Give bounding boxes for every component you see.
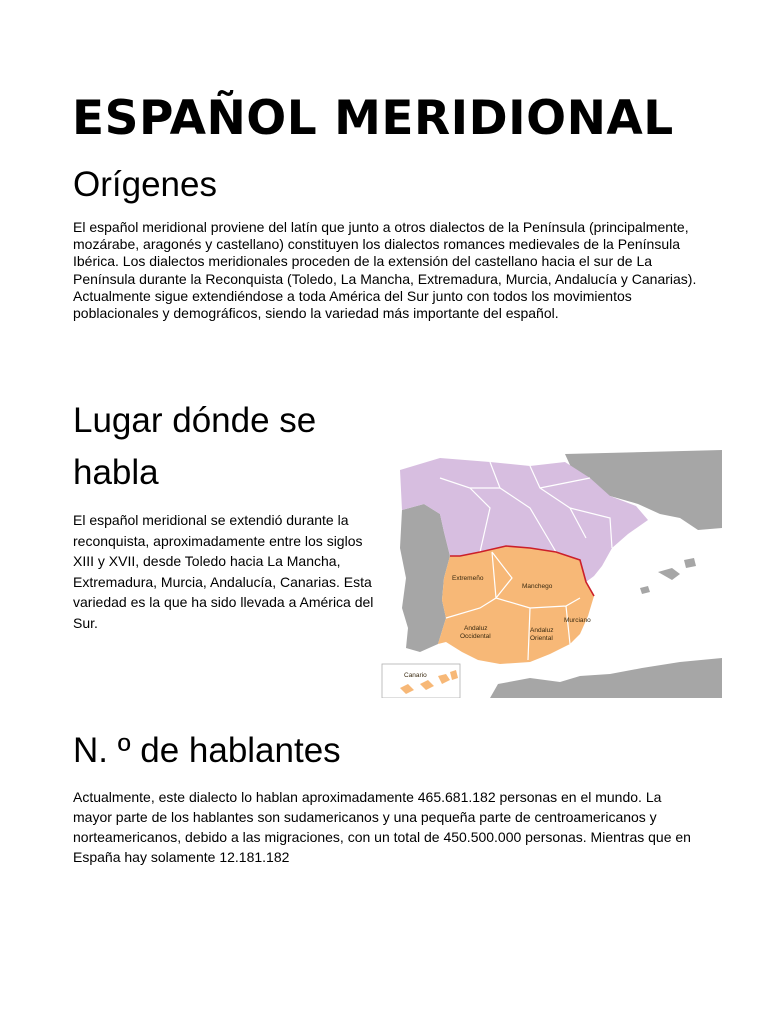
map-label-andaluz-occidental-1: Andaluz bbox=[464, 625, 488, 632]
map-canary-inset bbox=[382, 664, 460, 698]
map-label-andaluz-oriental-2: Oriental bbox=[530, 635, 553, 642]
map-label-andaluz-oriental-1: Andaluz bbox=[530, 627, 554, 634]
section-text-lugar: El español meridional se extendió durante la reconquista, aproximadamente entre los siglos XIII y XVII, desde Toledo hacia La Mancha, Extremadura, Murcia, Andalucía, Canarias. Esta variedad es la que ha sido llevada a América del Sur. bbox=[73, 512, 374, 631]
map-label-canario: Canario bbox=[404, 672, 427, 679]
section-heading-origenes: Orígenes bbox=[73, 165, 217, 204]
section-heading-hablantes: N. º de hablantes bbox=[73, 731, 341, 770]
map-label-andaluz-occidental-2: Occidental bbox=[460, 633, 491, 640]
section-text-origenes: El español meridional proviene del latín que junto a otros dialectos de la Península (principalmente, mozárabe, aragonés y castellano) constituyen los dialectos romances medievales de la Península Ibérica. Los dialectos meridionales proceden de la extensión del castellano hacia el sur de La Península durante la Reconquista (Toledo, La Mancha, Extremadura, Murcia, Andalucía y Canarias). Actualmente sigue extendiéndose a toda América del Sur junto con todos los movimientos poblacionales y demográficos, siendo la variedad más importante del español. bbox=[73, 219, 697, 322]
map-label-murciano: Murciano bbox=[564, 617, 591, 624]
dialect-map-image bbox=[380, 448, 722, 698]
map-label-extremeno: Extremeño bbox=[452, 575, 484, 582]
section-text-hablantes: Actualmente, este dialecto lo hablan aproximadamente 465.681.182 personas en el mundo. La mayor parte de los hablantes son sudamericanos y una pequeña parte de centroamericanos y norteamericanos, debido a las migraciones, con un total de 450.500.000 personas. Mientras que en España hay solamente 12.181.182 bbox=[73, 789, 691, 865]
page-title: ESPAÑOL MERIDIONAL bbox=[72, 91, 674, 146]
section-heading-lugar: Lugar dónde se habla bbox=[73, 401, 317, 492]
map-label-manchego: Manchego bbox=[522, 583, 553, 590]
